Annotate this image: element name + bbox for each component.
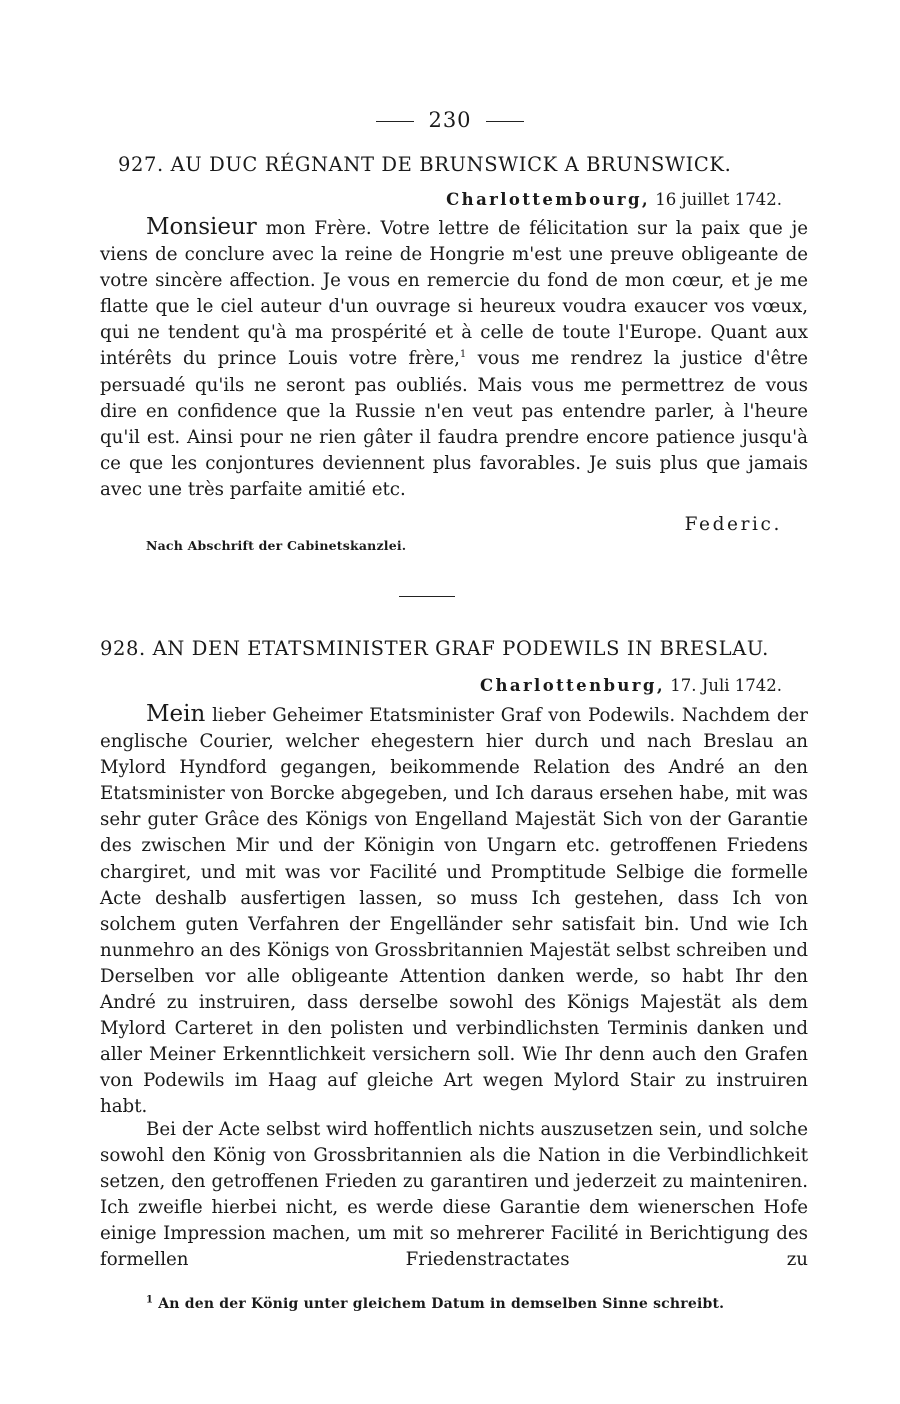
letter-928-paragraph-2: Bei der Acte selbst wird hoffentlich nichts auszusetzen sein, und solche sowohl den König von Grossbritannien als die Nation in die Verbindlichkeit setzen, den getroffenen Frieden zu garantiren und jederzeit zu mainteniren. Ich zweifle hierbei nicht, es werde diese Garantie dem wienerschen Hofe einige Impression machen, um mit so mehrerer Facilité in Berichtigung des formellen Friedenstractates zu — [100, 1119, 808, 1271]
footnote-marker: 1 — [146, 1294, 154, 1306]
page-number-dash-right — [486, 121, 524, 122]
letter-927-text-continued: vous me rendrez la justice d'être persuadé qu'ils ne seront pas oubliés. Mais vous me permettrez de vous dire en confidence que la Russie n'en veut pas entendre parler, à l'heure qu'il est. Ainsi pour ne rien gâter il faudra prendre encore patience jusqu'à ce que les conjontures deviennent plus favorables. Je suis plus que jamais avec une très parfaite amitié etc. — [100, 348, 808, 500]
letter-927-text: mon Frère. Votre lettre de félicitation sur la paix que je viens de conclure avec la reine de Hongrie m'est une preuve obligeante de votre sincère affection. Je vous en remercie du fond de mon cœur, et je me flatte que le ciel auteur d'un ouvrage si heureux voudra exaucer vos vœux, qui ne tendent qu'à ma prospérité et à celle de toute l'Europe. Quant aux intérêts du prince Louis votre frère, — [100, 218, 808, 370]
section-divider — [399, 596, 455, 597]
letter-927-body — [100, 214, 808, 503]
letter-928-paragraph-1-text: lieber Geheimer Etatsminister Graf von Podewils. Nachdem der englische Courier, welcher ehegestern hier durch und nach Breslau an Mylord Hyndford gegangen, beikommende Relation des André an den Etatsminister von Borcke abgegeben, und Ich daraus ersehen habe, mit was sehr guter Grâce des Königs von Engelland Majestät Sich von der Garantie des zwischen Mir und der Königin von Ungarn etc. getroffenen Friedens chargiret, und mit was vor Facilité und Promptitude Selbige die formelle Acte deshalb ausfertigen lassen, so muss Ich gestehen, dass Ich von solchem guten Verfahren der Engelländer sehr satisfait bin. Und wie Ich nunmehro an des Königs von Grossbritannien Majestät selbst schreiben und Derselben vor alle obligeante Attention danken werde, so habt Ihr den André zu instruiren, dass derselbe sowohl des Königs Majestät als dem Mylord Carteret in den polisten und verbindlichsten Terminis danken und aller Meiner Erkenntlichkeit versichern soll. Wie Ihr denn auch den Grafen von Podewils im Haag auf gleiche Art wegen Mylord Stair zu instruiren habt. — [100, 705, 808, 1118]
footnote — [146, 1296, 724, 1312]
letter-927-first-word: Monsieur — [146, 214, 257, 240]
letter-927-place-date — [446, 190, 782, 209]
letter-928-place-date — [480, 676, 782, 695]
letter-927-date: 16 juillet 1742. — [655, 190, 782, 209]
letter-927-source: Nach Abschrift der Cabinetskanzlei. — [146, 538, 407, 553]
footnote-reference: 1 — [459, 349, 467, 361]
letter-927-heading: 927. AU DUC RÉGNANT DE BRUNSWICK A BRUNSWICK. — [118, 153, 732, 176]
letter-928-paragraph-1 — [100, 701, 808, 1121]
page-number-value: 230 — [428, 108, 472, 132]
letter-928-date: 17. Juli 1742. — [670, 676, 782, 695]
letter-928-first-word: Mein — [146, 701, 206, 727]
letter-928-place: Charlottenburg, — [479, 676, 665, 695]
page-number — [0, 108, 900, 132]
letter-927-place: Charlottembourg, — [446, 190, 651, 209]
page-number-dash-left — [376, 121, 414, 122]
letter-927-signature: Federic. — [684, 514, 782, 535]
footnote-text: An den der König unter gleichem Datum in demselben Sinne schreibt. — [153, 1296, 725, 1312]
letter-928-heading: 928. AN DEN ETATSMINISTER GRAF PODEWILS IN BRESLAU. — [100, 637, 769, 660]
